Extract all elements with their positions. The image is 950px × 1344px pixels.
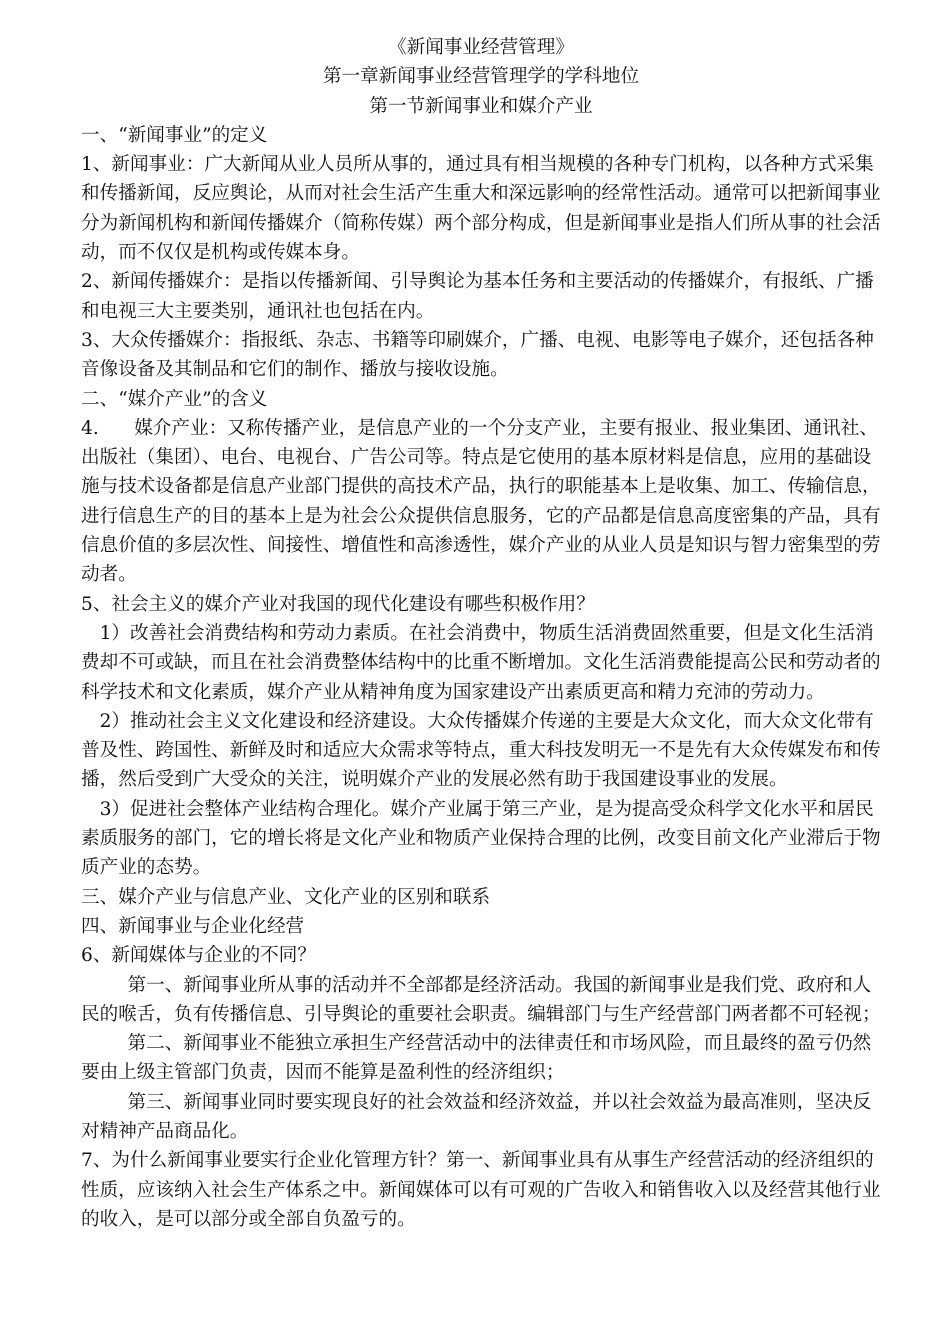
paragraph-item-6-3: 第三、新闻事业同时要实现良好的社会效益和经济效益，并以社会效益为最高准则，坚决反对精神产品商品化。 [81, 1091, 872, 1142]
paragraph-item-3: 3、大众传播媒介：指报纸、杂志、书籍等印刷媒介，广播、电视、电影等电子媒介，还包括各种音像设备及其制品和它们的制作、播放与接收设施。 [81, 329, 874, 381]
chapter-heading: 第一章新闻事业经营管理学的学科地位 [322, 66, 640, 88]
paragraph-item-5-3: 3）促进社会整体产业结构合理化。媒介产业属于第三产业，是为提高受众科学文化水平和居民素质服务的部门，它的增长将是文化产业和物质产业保持合理的比例，改变目前文化产业滞后于物质产业的态势。 [81, 798, 881, 879]
paragraph-item-4: 4. 媒介产业：又称传播产业，是信息产业的一个分支产业，主要有报业、报业集团、通讯社、出版社（集团）、电台、电视台、广告公司等。特点是它使用的基本原材料是信息，应用的基础设施与技术设备都是信息产业部门提供的高技术产品，执行的职能基本上是收集、加工、传输信息，进行信息生产的目的基本上是为社会公众提供信息服务，它的产品都是信息高度密集的产品，具有信息价值的多层次性、间接性、增值性和高渗透性，媒介产业的从业人员是知识与智力密集型的劳动者。 [81, 417, 881, 586]
document-page [81, 33, 881, 1234]
heading-enterprise-management: 四、新闻事业与企业化经营 [81, 915, 305, 937]
paragraph-item-5-1: 1）改善社会消费结构和劳动力素质。在社会消费中，物质生活消费固然重要，但是文化生活消费却不可或缺，而且在社会消费整体结构中的比重不断增加。文化生活消费能提高公民和劳动者的科学技术和文化素质，媒介产业从精神角度为国家建设产出素质更高和精力充沛的劳动力。 [81, 622, 881, 703]
heading-definition: 一、“新闻事业”的定义 [81, 124, 268, 146]
paragraph-item-5: 5、社会主义的媒介产业对我国的现代化建设有哪些积极作用？ [81, 593, 595, 615]
paragraph-item-5-2: 2）推动社会主义文化建设和经济建设。大众传播媒介传递的主要是大众文化，而大众文化带有普及性、跨国性、新鲜及时和适应大众需求等特点，重大科技发明无一不是先有大众传媒发布和传播，然后受到广大受众的关注，说明媒介产业的发展必然有助于我国建设事业的发展。 [81, 710, 881, 791]
paragraph-item-6: 6、新闻媒体与企业的不同？ [81, 945, 316, 967]
heading-media-industry: 二、“媒介产业”的含义 [81, 388, 268, 410]
heading-differences: 三、媒介产业与信息产业、文化产业的区别和联系 [81, 886, 491, 908]
paragraph-item-1: 1、新闻事业：广大新闻从业人员所从事的，通过具有相当规模的各种专门机构，以各种方式采集和传播新闻，反应舆论，从而对社会生活产生重大和深远影响的经常性活动。通常可以把新闻事业分为新闻机构和新闻传播媒介（简称传媒）两个部分构成，但是新闻事业是指人们所从事的社会活动，而不仅仅是机构或传媒本身。 [81, 154, 881, 264]
document-title: 《新闻事业经营管理》 [388, 37, 574, 58]
paragraph-item-6-1: 第一、新闻事业所从事的活动并不全部都是经济活动。我国的新闻事业是我们党、政府和人民的喉舌，负有传播信息、引导舆论的重要社会职责。编辑部门与生产经营部门两者都不可轻视； [81, 974, 881, 1025]
paragraph-item-7: 7、为什么新闻事业要实行企业化管理方针？第一、新闻事业具有从事生产经营活动的经济组织的性质，应该纳入社会生产体系之中。新闻媒体可以有可观的广告收入和销售收入以及经营其他行业的收入，是可以部分或全部自负盈亏的。 [81, 1150, 881, 1230]
section-heading: 第一节新闻事业和媒介产业 [369, 95, 593, 117]
paragraph-item-6-2: 第二、新闻事业不能独立承担生产经营活动中的法律责任和市场风险，而且最终的盈亏仍然要由上级主管部门负责，因而不能算是盈利性的经济组织； [81, 1033, 872, 1084]
paragraph-item-2: 2、新闻传播媒介：是指以传播新闻、引导舆论为基本任务和主要活动的传播媒介，有报纸、广播和电视三大主要类别，通讯社也包括在内。 [81, 271, 874, 322]
